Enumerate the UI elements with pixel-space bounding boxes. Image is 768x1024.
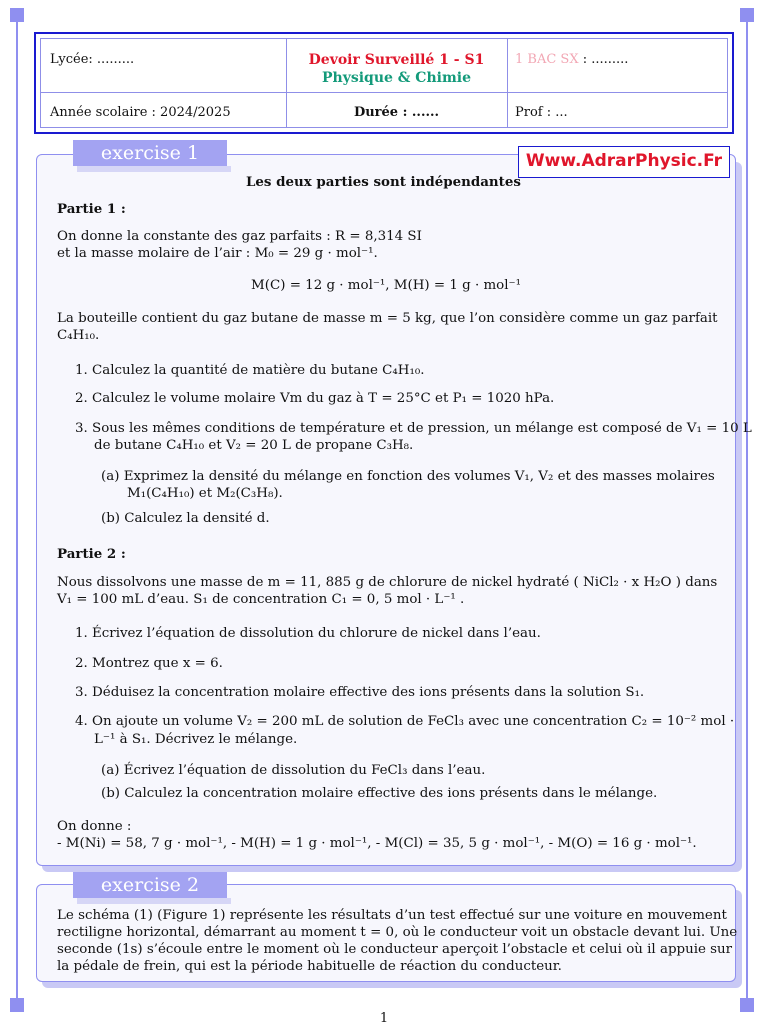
partie-2-heading: Partie 2 : bbox=[57, 546, 126, 562]
sub-question-item: (b) Calculez la densité d. bbox=[101, 511, 270, 526]
question-item: 2. Calculez le volume molaire Vm du gaz à T = 25°C et P₁ = 1020 hPa. bbox=[75, 391, 555, 406]
exercise-1-subtitle: Les deux parties sont indépendantes bbox=[246, 174, 521, 190]
question-item: 3. Sous les mêmes conditions de température et de pression, un mélange est composé de V₁ = 10 L bbox=[75, 421, 752, 436]
partie-1-line: On donne la constante des gaz parfaits : R = 8,314 SI bbox=[57, 229, 422, 244]
exam-header-table bbox=[40, 38, 728, 128]
duree-label: Durée : ...... bbox=[353, 105, 440, 120]
exercise-2-line: la pédale de frein, qui est la période habituelle de réaction du conducteur. bbox=[57, 959, 562, 974]
partie-1-line: et la masse molaire de l’air : M₀ = 29 g · mol⁻¹. bbox=[57, 246, 378, 261]
annee-scolaire: Année scolaire : 2024/2025 bbox=[50, 105, 231, 120]
exercise-2-line: rectiligne horizontal, démarrant au moment t = 0, où le conducteur voit un obstacle devant lui. Une bbox=[57, 925, 738, 940]
partie-1-heading: Partie 1 : bbox=[57, 201, 126, 217]
corner-square-top-right bbox=[740, 8, 754, 22]
page-number: 1 bbox=[379, 1011, 389, 1024]
partie-1-line: La bouteille contient du gaz butane de masse m = 5 kg, que l’on considère comme un gaz parfait bbox=[57, 311, 718, 326]
exercise-1-tab-shadow bbox=[77, 166, 231, 172]
question-item: 1. Calculez la quantité de matière du butane C₄H₁₀. bbox=[75, 363, 425, 378]
partie-1-line: C₄H₁₀. bbox=[57, 328, 100, 343]
partie-2-line: Nous dissolvons une masse de m = 11, 885 g de chlorure de nickel hydraté ( NiCl₂ · x H₂O ) dans bbox=[57, 575, 718, 590]
exam-title: Devoir Surveillé 1 - S1 bbox=[308, 52, 485, 68]
exercise-2-line: seconde (1s) s’écoule entre le moment où le conducteur aperçoit l’obstacle et celui où il appuie sur bbox=[57, 942, 733, 957]
sub-question-item-continued: M₁(C₄H₁₀) et M₂(C₃H₈). bbox=[127, 486, 283, 501]
corner-square-top-left bbox=[10, 8, 24, 22]
classe-dots: : ......... bbox=[578, 52, 629, 67]
frame-right-border bbox=[746, 22, 748, 998]
question-item: 3. Déduisez la concentration molaire effective des ions présents dans la solution S₁. bbox=[75, 685, 645, 700]
on-donne-label: On donne : bbox=[57, 819, 132, 834]
exercise-2-line: Le schéma (1) (Figure 1) représente les résultats d’un test effectué sur une voiture en mouvement bbox=[57, 908, 727, 923]
lycee-label: Lycée: ......... bbox=[50, 52, 135, 67]
exercise-2-tab: exercise 2 bbox=[73, 872, 227, 898]
exercise-1-tab: exercise 1 bbox=[73, 140, 227, 166]
partie-2-line: V₁ = 100 mL d’eau. S₁ de concentration C₁ = 0, 5 mol · L⁻¹ . bbox=[57, 592, 465, 607]
exercise-2-tab-shadow bbox=[77, 898, 231, 904]
classe-field bbox=[515, 52, 628, 69]
classe-label: 1 BAC SX bbox=[515, 52, 579, 67]
sub-question-item: (a) Exprimez la densité du mélange en fonction des volumes V₁, V₂ et des masses molaires bbox=[101, 469, 715, 484]
prof-label: Prof : ... bbox=[515, 105, 568, 120]
question-item: 4. On ajoute un volume V₂ = 200 mL de solution de FeCl₃ avec une concentration C₂ = 10⁻² mol · bbox=[75, 714, 735, 729]
sub-question-item: (b) Calculez la concentration molaire effective des ions présents dans le mélange. bbox=[101, 786, 658, 801]
molar-masses-list: - M(Ni) = 58, 7 g · mol⁻¹, - M(H) = 1 g · mol⁻¹, - M(Cl) = 35, 5 g · mol⁻¹, - M(O) = 16 g · mol⁻¹. bbox=[57, 836, 697, 851]
exam-header bbox=[34, 32, 734, 134]
frame-left-border bbox=[16, 22, 18, 998]
corner-square-bottom-left bbox=[10, 998, 24, 1012]
question-item-continued: L⁻¹ à S₁. Décrivez le mélange. bbox=[94, 732, 298, 747]
question-item: 2. Montrez que x = 6. bbox=[75, 656, 223, 671]
site-watermark[interactable]: Www.AdrarPhysic.Fr bbox=[518, 146, 730, 178]
sub-question-item: (a) Écrivez l’équation de dissolution du FeCl₃ dans l’eau. bbox=[101, 763, 486, 778]
question-item-continued: de butane C₄H₁₀ et V₂ = 20 L de propane C₃H₈. bbox=[94, 438, 414, 453]
question-item: 1. Écrivez l’équation de dissolution du chlorure de nickel dans l’eau. bbox=[75, 626, 541, 641]
header-divider bbox=[507, 39, 508, 127]
corner-square-bottom-right bbox=[740, 998, 754, 1012]
exam-subject: Physique & Chimie bbox=[322, 70, 471, 86]
header-divider bbox=[41, 92, 727, 93]
molar-masses-equation: M(C) = 12 g · mol⁻¹, M(H) = 1 g · mol⁻¹ bbox=[251, 278, 521, 293]
